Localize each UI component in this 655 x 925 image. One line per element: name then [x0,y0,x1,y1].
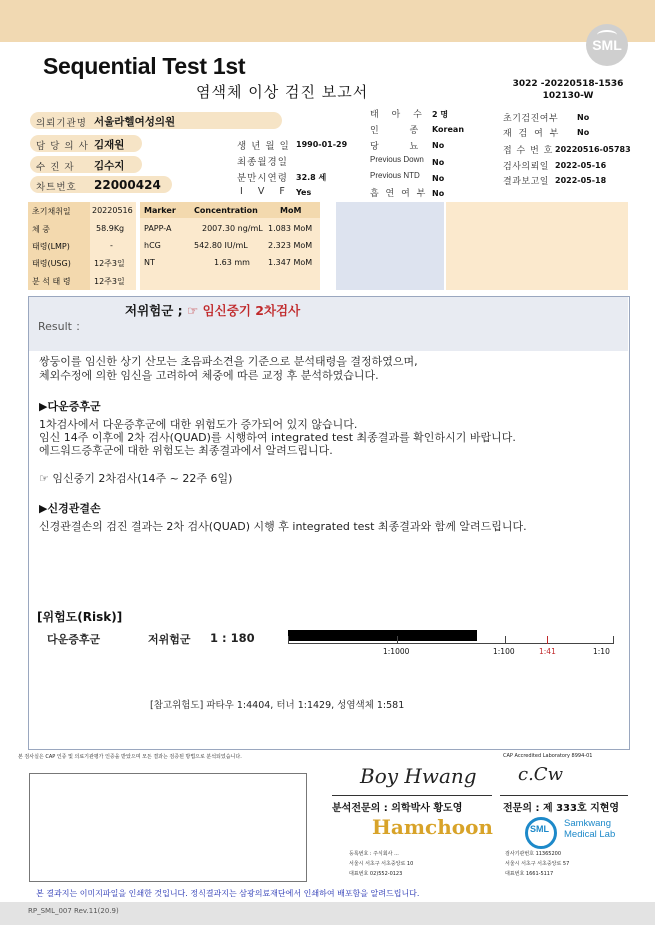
down-line-2: 임신 14주 이후에 2차 검사(QUAD)를 시행하여 integrated test 최종결과를 확인하시기 바랍니다. [39,431,516,444]
analyst-sign-line [332,795,492,796]
institution-label: 의뢰기관명 [36,118,87,129]
risk-ratio: 1 : 180 [210,631,255,645]
risk-axis-tick [613,636,614,644]
specialist-signature: c.Cw [518,764,563,785]
smoking-value: No [432,189,445,198]
down-line-1: 1차검사에서 다운증후군에 대한 위험도가 증가되어 있지 않습니다. [39,418,358,431]
retest-value: No [577,128,590,137]
lmp-label: 최종월경일 [237,157,288,168]
marker-header: Marker [144,206,176,215]
blank-table-blue [336,202,444,290]
chart-label: 차트번호 [36,182,77,193]
collect-date-value: 20220516 [92,206,133,215]
institution-value: 서울라헬여성의원 [94,116,176,128]
comment-box [29,773,307,882]
risk-axis-label: 1:10 [593,647,610,656]
fetus-label: 태 아 수 [370,110,427,120]
weight-value: 58.9Kg [96,224,125,233]
analysis-ga-label: 분 석 태 령 [32,277,71,286]
footer-note: 본 결과지는 이미지파일을 인쇄한 것입니다. 정식결과지는 삼광의료재단에서 인쇄하여 배포함을 알려드립니다. [36,889,420,898]
fetus-value: 2 명 [432,110,449,119]
marker-name: hCG [144,241,161,250]
hamchoon-logo: Hamchoon [372,815,493,839]
age-label: 분만시연령 [237,173,288,184]
result-summary [125,301,300,319]
test-date-value: 2022-05-16 [555,161,607,170]
marker-concentration: 542.80 IU/mL [194,241,248,250]
prev-ntd-label: Previous NTD [370,171,420,180]
birth-value: 1990-01-29 [296,140,348,149]
race-label: 인 종 [370,126,433,136]
specialist-sign-line [500,795,628,796]
analyst-title: 분석전문의 : 의학박사 황도영 [332,803,463,814]
doctor-value: 김재원 [94,139,125,151]
marker-concentration: 1.63 mm [214,258,250,267]
ga-usg-value: 12주3일 [94,259,125,268]
risk-cutoff-tick [547,636,548,644]
smoking-label: 흡 연 여 부 [370,189,428,199]
samkwang-logo-text: SML [530,824,549,834]
marker-name: PAPP-A [144,224,172,233]
intro-line-1: 쌍둥이를 임신한 상기 산모는 초음파소견을 기준으로 분석태령을 결정하였으며, [39,355,418,368]
marker-concentration: 2007.30 ng/mL [202,224,263,233]
risk-axis-tick [288,636,289,644]
first-test-value: No [577,113,590,122]
first-test-label: 초기검진여부 [503,114,559,124]
reference-risks: [참고위험도] 파타우 1:4404, 터너 1:1429, 성염색체 1:581 [150,700,405,711]
ntd-heading: ▶신경관결손 [39,502,101,515]
test-date-label: 검사의뢰일 [503,162,549,172]
prev-ntd-value: No [432,174,445,183]
mom-header: MoM [280,206,302,215]
specialist-title: 전문의 : 제 333호 지현영 [503,803,620,814]
collect-date-label: 초기채취일 [32,207,71,216]
analyst-signature: Boy Hwang [360,764,477,788]
diabetes-value: No [432,141,445,150]
samkwang-name: Samkwang Medical Lab [564,818,616,840]
risk-syndrome-name: 다운증후군 [47,633,101,646]
report-title: Sequential Test 1st [43,53,246,79]
ga-lmp-value: - [110,241,113,250]
marker-mom: 1.347 MoM [268,258,313,267]
sml-logo: SML [586,24,628,66]
intro-line-2: 체외수정에 의한 임신을 고려하여 체중에 따른 교정 후 분석하였습니다. [39,369,379,382]
risk-bar [288,630,477,641]
receipt-value: 20220516-05783 [555,145,631,154]
age-value: 32.8 세 [296,173,327,182]
risk-axis-label: 1:1000 [383,647,410,656]
ivf-label: I V F [240,186,291,197]
retest-label: 재 검 여 부 [503,129,561,139]
ga-lmp-label: 태령(LMP) [32,242,70,251]
marker-mom: 2.323 MoM [268,241,313,250]
birth-label: 생 년 월 일 [237,141,290,152]
risk-title: [위험도(Risk)] [37,610,123,624]
risk-cutoff-label: 1:41 [539,647,556,656]
hamchoon-info: 등록번호 : 주식회사 ... 서울시 서초구 서초중앙로 10 대표번호 02)552-0123 [349,851,414,877]
blank-table-orange [446,202,628,290]
race-value: Korean [432,125,465,134]
marker-mom: 1.083 MoM [268,224,313,233]
diabetes-label: 당 뇨 [370,142,433,152]
samkwang-info: 검사기관번호 11365200 서울시 서초구 서초중앙로 57 대표번호 1661-5117 [505,851,570,877]
summary-risk-text: 저위험군 ; [125,303,183,318]
concentration-header: Concentration [194,206,258,215]
footer-code: RP_SML_007 Rev.11(20.9) [28,907,119,915]
risk-axis-tick [505,636,506,644]
down-line-3: 에드워드증후군에 대한 위험도는 최종결과에서 알려드립니다. [39,444,333,457]
report-subtitle: 염색체 이상 검진 보고서 [196,83,369,101]
cap-note: 본 검사실은 CAP 인증 및 의료기관평가 인증을 받았으며 모든 결과는 검증된 방법으로 분석되었습니다. [18,754,242,760]
ga-usg-label: 태령(USG) [32,259,71,268]
patient-label: 수 진 자 [36,162,75,173]
weight-label: 체 중 [32,225,50,234]
patient-value: 김수지 [94,160,125,172]
next-test-line: ☞ 임신중기 2차검사(14주 ~ 22주 6일) [39,472,233,485]
ntd-line-1: 신경관결손의 검진 결과는 2차 검사(QUAD) 시행 후 integrated test 최종결과와 함께 알려드립니다. [39,520,527,533]
analysis-ga-value: 12주3일 [94,277,125,286]
prev-down-label: Previous Down [370,155,424,164]
ivf-value: Yes [296,188,312,197]
report-date-label: 결과보고일 [503,177,549,187]
receipt-label: 접 수 번 호 [503,146,554,156]
result-label: Result ： [38,320,87,333]
chart-value: 22000424 [94,178,161,192]
header-band [0,0,655,42]
marker-name: NT [144,258,155,267]
risk-axis-label: 1:100 [493,647,515,656]
risk-level: 저위험군 [148,633,191,646]
pointing-hand-icon: ☞ [187,303,199,318]
summary-next-test: 임신중기 2차검사 [202,303,301,318]
result-header [29,297,628,351]
report-date-value: 2022-05-18 [555,176,607,185]
down-syndrome-heading: ▶다운증후군 [39,400,101,413]
risk-axis-line [288,643,614,644]
cap-lab-number: CAP Accredited Laboratory 8994-01 [503,753,593,759]
doctor-label: 담 당 의 사 [36,141,89,152]
document-number: 3022 -20220518-1536 102130-W [512,79,624,101]
prev-down-value: No [432,158,445,167]
risk-axis-tick [397,636,398,644]
